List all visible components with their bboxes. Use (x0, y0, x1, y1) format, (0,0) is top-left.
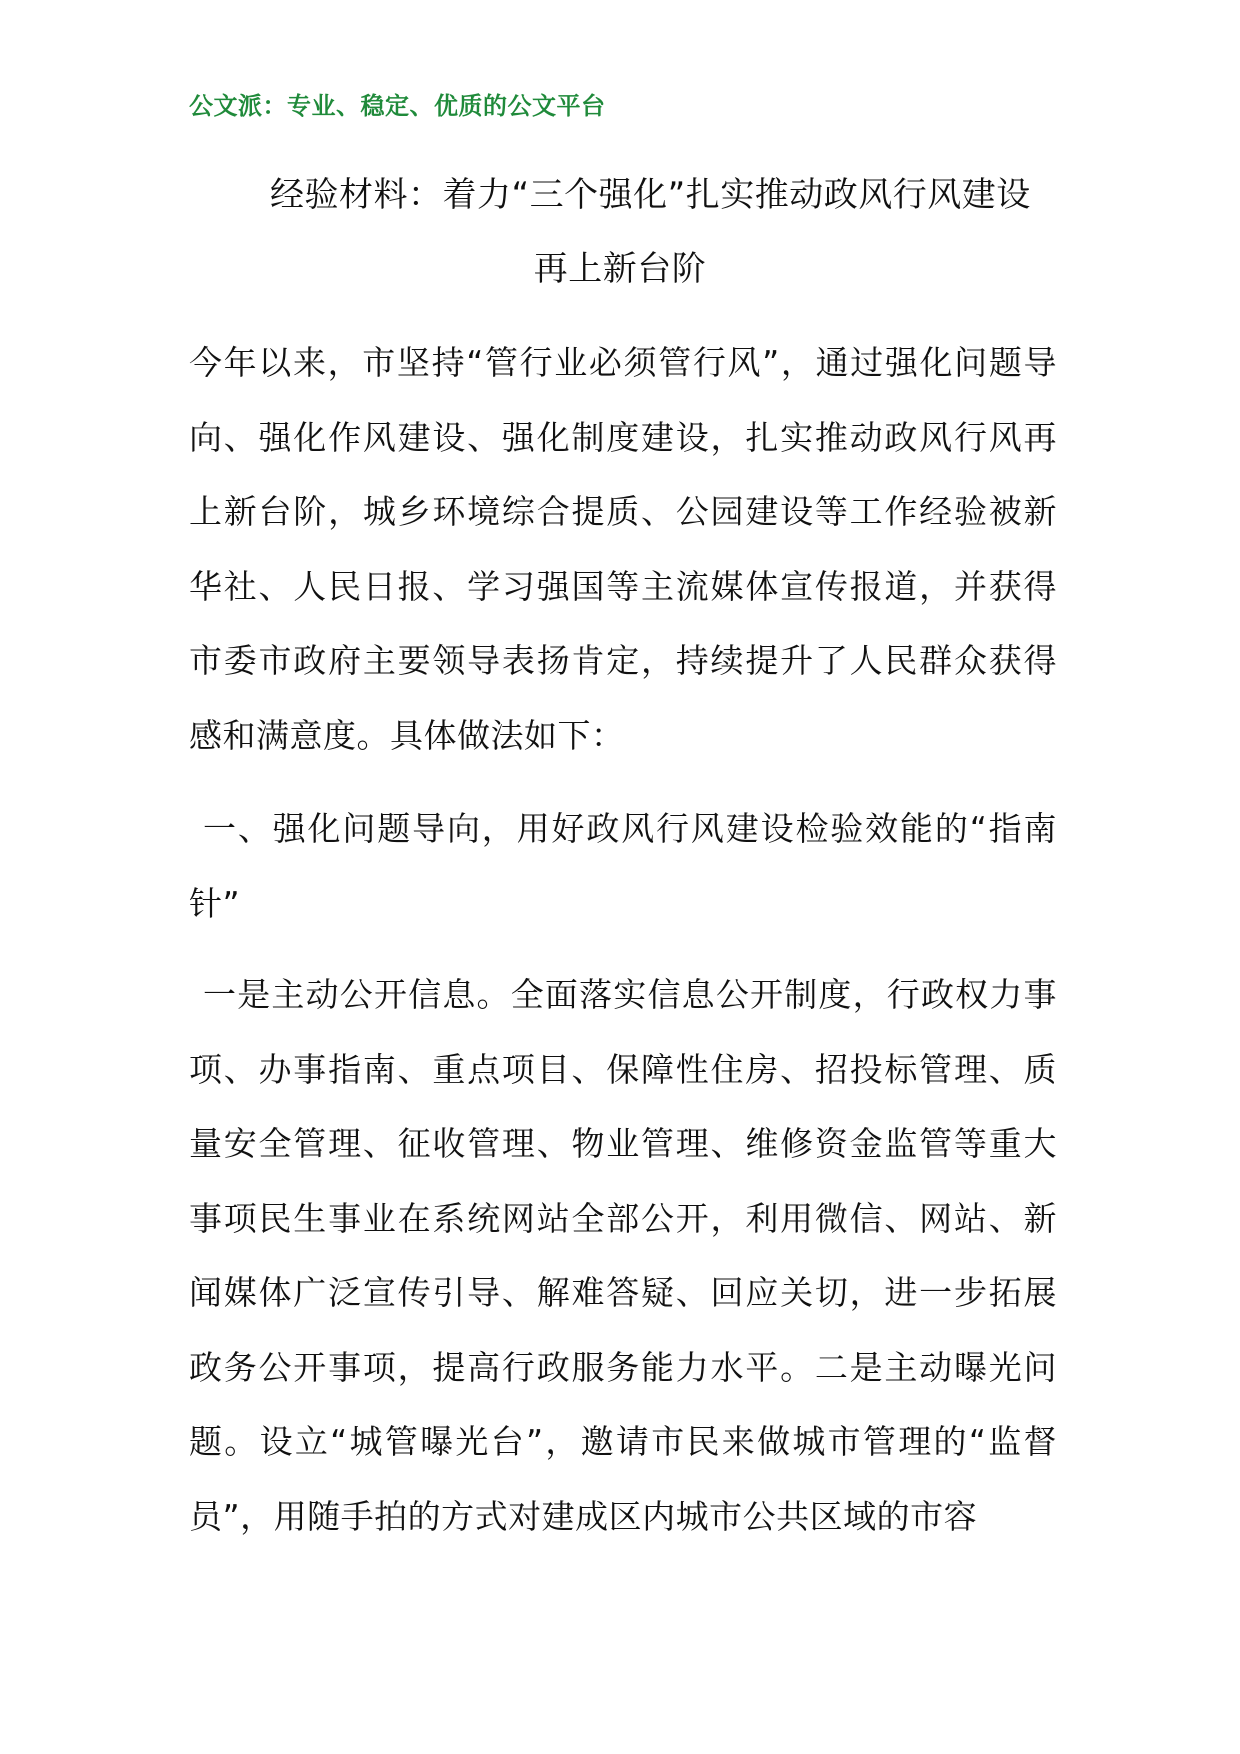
paragraph-section-1: 一是主动公开信息。全面落实信息公开制度，行政权力事项、办事指南、重点项目、保障性住房、招投标管理、质量安全管理、征收管理、物业管理、维修资金监管等重大事项民生事业在系统网站全部公开，利用微信、网站、新闻媒体广泛宣传引导、解难答疑、回应关切，进一步拓展政务公开事项，提高行政服务能力水平。二是主动曝光问题。设立“城管曝光台”，邀请市民来做城市管理的“监督员”，用随手拍的方式对建成区内城市公共区域的市容 (189, 975, 1057, 1536)
section-heading-1: 一、强化问题导向，用好政风行风建设检验效能的“指南针” (189, 809, 1057, 923)
paragraph-intro: 今年以来，市坚持“管行业必须管行风”，通过强化问题导向、强化作风建设、强化制度建设，扎实推动政风行风再上新台阶，城乡环境综合提质、公园建设等工作经验被新华社、人民日报、学习强国等主流媒体宣传报道，并获得市委市政府主要领导表扬肯定，持续提升了人民群众获得感和满意度。具体做法如下： (189, 343, 1057, 755)
document-title-line-2: 再上新台阶 (533, 249, 707, 289)
document-title-line-1: 经验材料：着力“三个强化”扎实推动政风行风建设 (270, 175, 1031, 215)
header-brand-text: 公文派：专业、稳定、优质的公文平台 (189, 92, 606, 120)
